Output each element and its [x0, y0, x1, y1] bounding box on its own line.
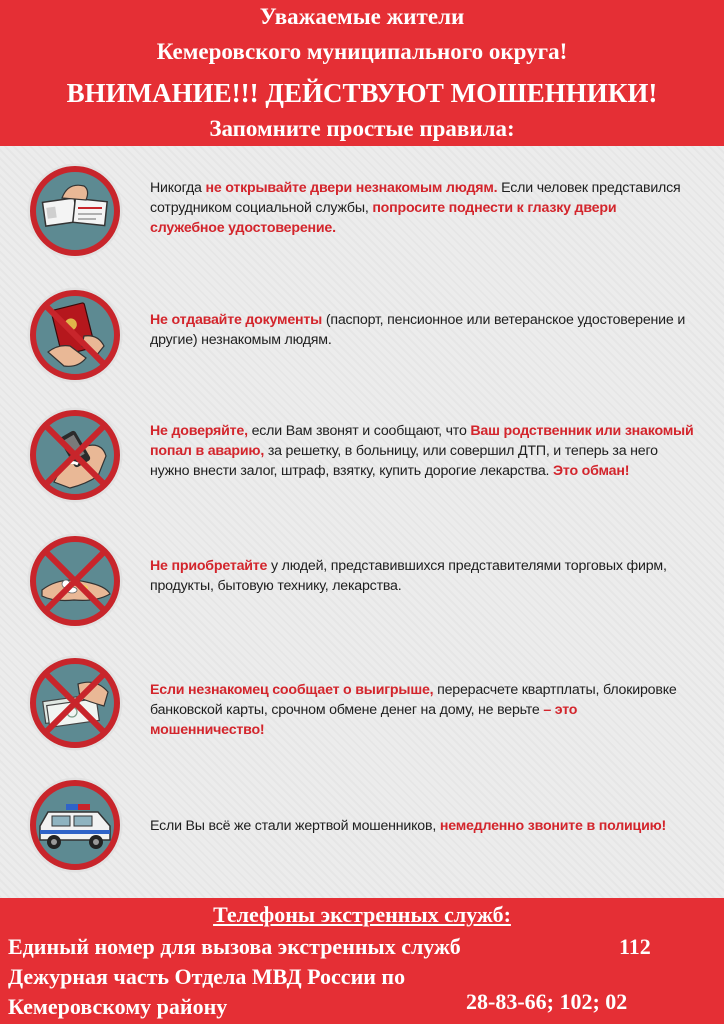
- rule-text: [150, 421, 694, 481]
- rule-text-part: перерасчете квартплаты, блокировке банковской карты, срочном обмене денег на дому, не верьте: [150, 682, 677, 718]
- rule-text-highlight: Не отдавайте документы: [150, 312, 323, 328]
- pills-hand-icon: [26, 532, 124, 630]
- district-label: Кемеровскому району: [8, 994, 228, 1019]
- id-card-icon: [26, 162, 124, 260]
- rule-text-highlight: Если незнакомец сообщает о выигрыше,: [150, 682, 434, 698]
- police-car-icon: [26, 776, 124, 874]
- duty-unit-phones: 28-83-66; 102; 02: [466, 989, 628, 1014]
- rule-text-highlight: Не доверяйте,: [150, 423, 248, 439]
- emergency-contacts: [0, 898, 724, 1024]
- rule-text-highlight: – это мошенничество!: [150, 702, 578, 738]
- rule-text-part: Никогда: [150, 180, 206, 196]
- rule-text-part: у людей, представившихся представителями торговых фирм, продукты, бытовую технику, лекарства.: [150, 558, 667, 594]
- rule-text-highlight: немедленно звоните в полицию!: [439, 818, 667, 834]
- warning-title: ВНИМАНИЕ!!! ДЕЙСТВУЮТ МОШЕННИКИ!: [66, 78, 658, 108]
- rule-text-part: Если Вы всё же стали жертвой мошенников,: [150, 818, 440, 834]
- header-banner: [0, 0, 724, 146]
- rule-text: [150, 680, 694, 740]
- unified-number-label: Единый номер для вызова экстренных служб: [8, 934, 461, 959]
- emergency-title: Телефоны экстренных служб:: [213, 902, 511, 927]
- rule-text-highlight: Это обман!: [553, 463, 630, 479]
- rule-text: [150, 310, 694, 350]
- rule-text-highlight: попросите поднести к глазку двери служебное удостоверение.: [150, 200, 617, 236]
- rule-text-part: если Вам звонят и сообщают, что: [247, 423, 471, 439]
- rule-text: [150, 556, 694, 596]
- district-line: Кемеровского муниципального округа!: [156, 39, 568, 64]
- unified-number-value: 112: [619, 934, 651, 959]
- rule-text-highlight: не открывайте двери незнакомым людям.: [205, 180, 498, 196]
- greeting-line: Уважаемые жители: [259, 4, 465, 29]
- phone-call-icon: [26, 406, 124, 504]
- passport-icon: [26, 286, 124, 384]
- rule-text-part: (паспорт, пенсионное или ветеранское удостоверение и другие) незнакомым людям.: [150, 312, 686, 348]
- money-hand-icon: [26, 654, 124, 752]
- rules-subtitle: Запомните простые правила:: [209, 116, 515, 141]
- rule-text: [150, 816, 694, 836]
- duty-unit-label: Дежурная часть Отдела МВД России по: [8, 964, 406, 989]
- rules-section: [0, 146, 724, 898]
- rule-text-part: Если человек представился сотрудником социальной службы,: [150, 180, 681, 216]
- rule-text: [150, 178, 694, 238]
- rule-text-highlight: Ваш родственник или знакомый попал в аварию,: [150, 423, 694, 459]
- rule-text-highlight: Не приобретайте: [150, 558, 268, 574]
- rule-text-part: за решетку, в больницу, или совершил ДТП, и теперь за него нужно внести залог, штраф, взятку, купить дорогие лекарства.: [150, 443, 658, 479]
